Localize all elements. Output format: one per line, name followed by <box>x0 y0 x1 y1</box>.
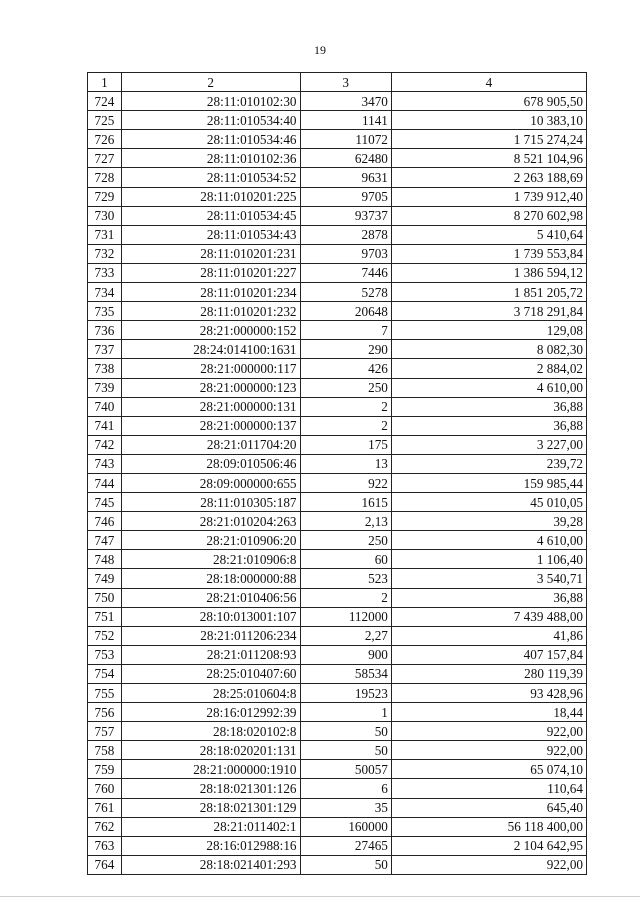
area-cell: 50 <box>300 741 391 760</box>
column-header: 3 <box>300 73 391 92</box>
area-cell: 3470 <box>300 92 391 111</box>
value-cell: 39,28 <box>391 512 586 531</box>
table-row <box>88 722 587 741</box>
row-number-cell: 736 <box>88 321 122 340</box>
cadastral-number-cell: 28:21:011704:20 <box>121 435 300 454</box>
land-plots-table <box>87 72 587 875</box>
table-row <box>88 684 587 703</box>
row-number-cell: 730 <box>88 206 122 225</box>
table-row <box>88 798 587 817</box>
page-bottom-edge <box>0 896 640 897</box>
row-number-cell: 742 <box>88 435 122 454</box>
table-row <box>88 225 587 244</box>
row-number-cell: 761 <box>88 798 122 817</box>
table-row <box>88 359 587 378</box>
cadastral-number-cell: 28:21:000000:1910 <box>121 760 300 779</box>
area-cell: 1615 <box>300 493 391 512</box>
cadastral-number-cell: 28:21:010406:56 <box>121 588 300 607</box>
cadastral-number-cell: 28:21:000000:123 <box>121 378 300 397</box>
value-cell: 645,40 <box>391 798 586 817</box>
value-cell: 1 851 205,72 <box>391 283 586 302</box>
area-cell: 160000 <box>300 817 391 836</box>
table-row <box>88 149 587 168</box>
value-cell: 3 227,00 <box>391 435 586 454</box>
row-number-cell: 737 <box>88 340 122 359</box>
row-number-cell: 763 <box>88 836 122 855</box>
table-row <box>88 779 587 798</box>
area-cell: 2 <box>300 397 391 416</box>
cadastral-number-cell: 28:16:012988:16 <box>121 836 300 855</box>
value-cell: 7 439 488,00 <box>391 607 586 626</box>
table-row <box>88 92 587 111</box>
table-row <box>88 206 587 225</box>
area-cell: 6 <box>300 779 391 798</box>
cadastral-number-cell: 28:18:020201:131 <box>121 741 300 760</box>
value-cell: 36,88 <box>391 397 586 416</box>
cadastral-number-cell: 28:18:020102:8 <box>121 722 300 741</box>
table-row <box>88 454 587 473</box>
row-number-cell: 755 <box>88 684 122 703</box>
table-row <box>88 512 587 531</box>
area-cell: 2 <box>300 416 391 435</box>
row-number-cell: 735 <box>88 302 122 321</box>
row-number-cell: 729 <box>88 187 122 206</box>
table-row <box>88 550 587 569</box>
area-cell: 50057 <box>300 760 391 779</box>
cadastral-number-cell: 28:25:010407:60 <box>121 664 300 683</box>
area-cell: 11072 <box>300 130 391 149</box>
cadastral-number-cell: 28:21:010906:20 <box>121 531 300 550</box>
row-number-cell: 732 <box>88 244 122 263</box>
area-cell: 19523 <box>300 684 391 703</box>
cadastral-number-cell: 28:09:010506:46 <box>121 454 300 473</box>
row-number-cell: 754 <box>88 664 122 683</box>
area-cell: 50 <box>300 722 391 741</box>
value-cell: 18,44 <box>391 703 586 722</box>
table-row <box>88 187 587 206</box>
value-cell: 8 082,30 <box>391 340 586 359</box>
table-row <box>88 493 587 512</box>
column-header: 4 <box>391 73 586 92</box>
value-cell: 239,72 <box>391 454 586 473</box>
area-cell: 2 <box>300 588 391 607</box>
area-cell: 93737 <box>300 206 391 225</box>
area-cell: 2878 <box>300 225 391 244</box>
row-number-cell: 733 <box>88 263 122 282</box>
cadastral-number-cell: 28:21:010906:8 <box>121 550 300 569</box>
cadastral-number-cell: 28:11:010201:234 <box>121 283 300 302</box>
table-row <box>88 703 587 722</box>
area-cell: 58534 <box>300 664 391 683</box>
row-number-cell: 738 <box>88 359 122 378</box>
value-cell: 110,64 <box>391 779 586 798</box>
area-cell: 250 <box>300 531 391 550</box>
row-number-cell: 759 <box>88 760 122 779</box>
row-number-cell: 757 <box>88 722 122 741</box>
table-header-row <box>88 73 587 92</box>
table-row <box>88 760 587 779</box>
table-row <box>88 111 587 130</box>
row-number-cell: 748 <box>88 550 122 569</box>
table-row <box>88 531 587 550</box>
row-number-cell: 739 <box>88 378 122 397</box>
area-cell: 13 <box>300 454 391 473</box>
value-cell: 56 118 400,00 <box>391 817 586 836</box>
page-number: 19 <box>314 43 326 57</box>
table-row <box>88 244 587 263</box>
value-cell: 922,00 <box>391 855 586 874</box>
area-cell: 7 <box>300 321 391 340</box>
cadastral-number-cell: 28:09:000000:655 <box>121 473 300 492</box>
value-cell: 678 905,50 <box>391 92 586 111</box>
area-cell: 2,13 <box>300 512 391 531</box>
value-cell: 41,86 <box>391 626 586 645</box>
table-body <box>88 92 587 875</box>
value-cell: 10 383,10 <box>391 111 586 130</box>
cadastral-number-cell: 28:21:000000:117 <box>121 359 300 378</box>
value-cell: 3 718 291,84 <box>391 302 586 321</box>
table-row <box>88 321 587 340</box>
row-number-cell: 727 <box>88 149 122 168</box>
row-number-cell: 726 <box>88 130 122 149</box>
table-row <box>88 168 587 187</box>
table-row <box>88 473 587 492</box>
cadastral-number-cell: 28:18:021401:293 <box>121 855 300 874</box>
area-cell: 7446 <box>300 263 391 282</box>
table-row <box>88 855 587 874</box>
table-row <box>88 416 587 435</box>
cadastral-number-cell: 28:24:014100:1631 <box>121 340 300 359</box>
table-row <box>88 836 587 855</box>
area-cell: 35 <box>300 798 391 817</box>
column-header: 1 <box>88 73 122 92</box>
row-number-cell: 725 <box>88 111 122 130</box>
area-cell: 112000 <box>300 607 391 626</box>
row-number-cell: 731 <box>88 225 122 244</box>
cadastral-number-cell: 28:11:010534:45 <box>121 206 300 225</box>
row-number-cell: 740 <box>88 397 122 416</box>
area-cell: 290 <box>300 340 391 359</box>
value-cell: 8 521 104,96 <box>391 149 586 168</box>
cadastral-number-cell: 28:21:000000:131 <box>121 397 300 416</box>
table-row <box>88 569 587 588</box>
cadastral-number-cell: 28:11:010534:46 <box>121 130 300 149</box>
cadastral-number-cell: 28:18:021301:126 <box>121 779 300 798</box>
value-cell: 922,00 <box>391 741 586 760</box>
area-cell: 9703 <box>300 244 391 263</box>
cadastral-number-cell: 28:21:010204:263 <box>121 512 300 531</box>
area-cell: 1141 <box>300 111 391 130</box>
table-row <box>88 817 587 836</box>
cadastral-number-cell: 28:11:010201:231 <box>121 244 300 263</box>
area-cell: 9631 <box>300 168 391 187</box>
area-cell: 175 <box>300 435 391 454</box>
cadastral-number-cell: 28:18:021301:129 <box>121 798 300 817</box>
area-cell: 60 <box>300 550 391 569</box>
table-row <box>88 741 587 760</box>
row-number-cell: 743 <box>88 454 122 473</box>
area-cell: 922 <box>300 473 391 492</box>
value-cell: 36,88 <box>391 416 586 435</box>
cadastral-number-cell: 28:21:000000:137 <box>121 416 300 435</box>
cadastral-number-cell: 28:11:010534:52 <box>121 168 300 187</box>
value-cell: 1 739 553,84 <box>391 244 586 263</box>
area-cell: 5278 <box>300 283 391 302</box>
row-number-cell: 758 <box>88 741 122 760</box>
row-number-cell: 756 <box>88 703 122 722</box>
cadastral-number-cell: 28:11:010201:232 <box>121 302 300 321</box>
cadastral-number-cell: 28:11:010534:43 <box>121 225 300 244</box>
row-number-cell: 724 <box>88 92 122 111</box>
cadastral-number-cell: 28:16:012992:39 <box>121 703 300 722</box>
row-number-cell: 734 <box>88 283 122 302</box>
row-number-cell: 749 <box>88 569 122 588</box>
table-row <box>88 435 587 454</box>
value-cell: 2 104 642,95 <box>391 836 586 855</box>
cadastral-number-cell: 28:21:011402:1 <box>121 817 300 836</box>
row-number-cell: 764 <box>88 855 122 874</box>
table-row <box>88 263 587 282</box>
cadastral-number-cell: 28:11:010201:225 <box>121 187 300 206</box>
column-header: 2 <box>121 73 300 92</box>
table-row <box>88 626 587 645</box>
table-row <box>88 130 587 149</box>
value-cell: 407 157,84 <box>391 645 586 664</box>
value-cell: 4 610,00 <box>391 531 586 550</box>
value-cell: 159 985,44 <box>391 473 586 492</box>
row-number-cell: 762 <box>88 817 122 836</box>
row-number-cell: 753 <box>88 645 122 664</box>
area-cell: 62480 <box>300 149 391 168</box>
table-row <box>88 397 587 416</box>
table-row <box>88 378 587 397</box>
table-row <box>88 664 587 683</box>
value-cell: 8 270 602,98 <box>391 206 586 225</box>
value-cell: 36,88 <box>391 588 586 607</box>
value-cell: 45 010,05 <box>391 493 586 512</box>
cadastral-number-cell: 28:10:013001:107 <box>121 607 300 626</box>
table-row <box>88 645 587 664</box>
area-cell: 50 <box>300 855 391 874</box>
value-cell: 5 410,64 <box>391 225 586 244</box>
value-cell: 129,08 <box>391 321 586 340</box>
area-cell: 20648 <box>300 302 391 321</box>
value-cell: 3 540,71 <box>391 569 586 588</box>
value-cell: 2 884,02 <box>391 359 586 378</box>
value-cell: 2 263 188,69 <box>391 168 586 187</box>
row-number-cell: 750 <box>88 588 122 607</box>
cadastral-number-cell: 28:11:010305:187 <box>121 493 300 512</box>
cadastral-number-cell: 28:21:011206:234 <box>121 626 300 645</box>
value-cell: 1 739 912,40 <box>391 187 586 206</box>
row-number-cell: 760 <box>88 779 122 798</box>
area-cell: 2,27 <box>300 626 391 645</box>
area-cell: 523 <box>300 569 391 588</box>
row-number-cell: 752 <box>88 626 122 645</box>
row-number-cell: 745 <box>88 493 122 512</box>
area-cell: 426 <box>300 359 391 378</box>
value-cell: 1 715 274,24 <box>391 130 586 149</box>
area-cell: 1 <box>300 703 391 722</box>
row-number-cell: 728 <box>88 168 122 187</box>
cadastral-number-cell: 28:18:000000:88 <box>121 569 300 588</box>
value-cell: 1 386 594,12 <box>391 263 586 282</box>
value-cell: 922,00 <box>391 722 586 741</box>
cadastral-number-cell: 28:25:010604:8 <box>121 684 300 703</box>
cadastral-number-cell: 28:11:010102:30 <box>121 92 300 111</box>
value-cell: 1 106,40 <box>391 550 586 569</box>
row-number-cell: 746 <box>88 512 122 531</box>
area-cell: 9705 <box>300 187 391 206</box>
table-row <box>88 340 587 359</box>
area-cell: 250 <box>300 378 391 397</box>
area-cell: 27465 <box>300 836 391 855</box>
table-row <box>88 283 587 302</box>
cadastral-number-cell: 28:21:011208:93 <box>121 645 300 664</box>
row-number-cell: 751 <box>88 607 122 626</box>
table-row <box>88 302 587 321</box>
area-cell: 900 <box>300 645 391 664</box>
cadastral-number-cell: 28:21:000000:152 <box>121 321 300 340</box>
value-cell: 93 428,96 <box>391 684 586 703</box>
cadastral-number-cell: 28:11:010201:227 <box>121 263 300 282</box>
table-row <box>88 607 587 626</box>
value-cell: 65 074,10 <box>391 760 586 779</box>
cadastral-number-cell: 28:11:010102:36 <box>121 149 300 168</box>
row-number-cell: 741 <box>88 416 122 435</box>
cadastral-number-cell: 28:11:010534:40 <box>121 111 300 130</box>
row-number-cell: 744 <box>88 473 122 492</box>
value-cell: 280 119,39 <box>391 664 586 683</box>
row-number-cell: 747 <box>88 531 122 550</box>
table-row <box>88 588 587 607</box>
value-cell: 4 610,00 <box>391 378 586 397</box>
